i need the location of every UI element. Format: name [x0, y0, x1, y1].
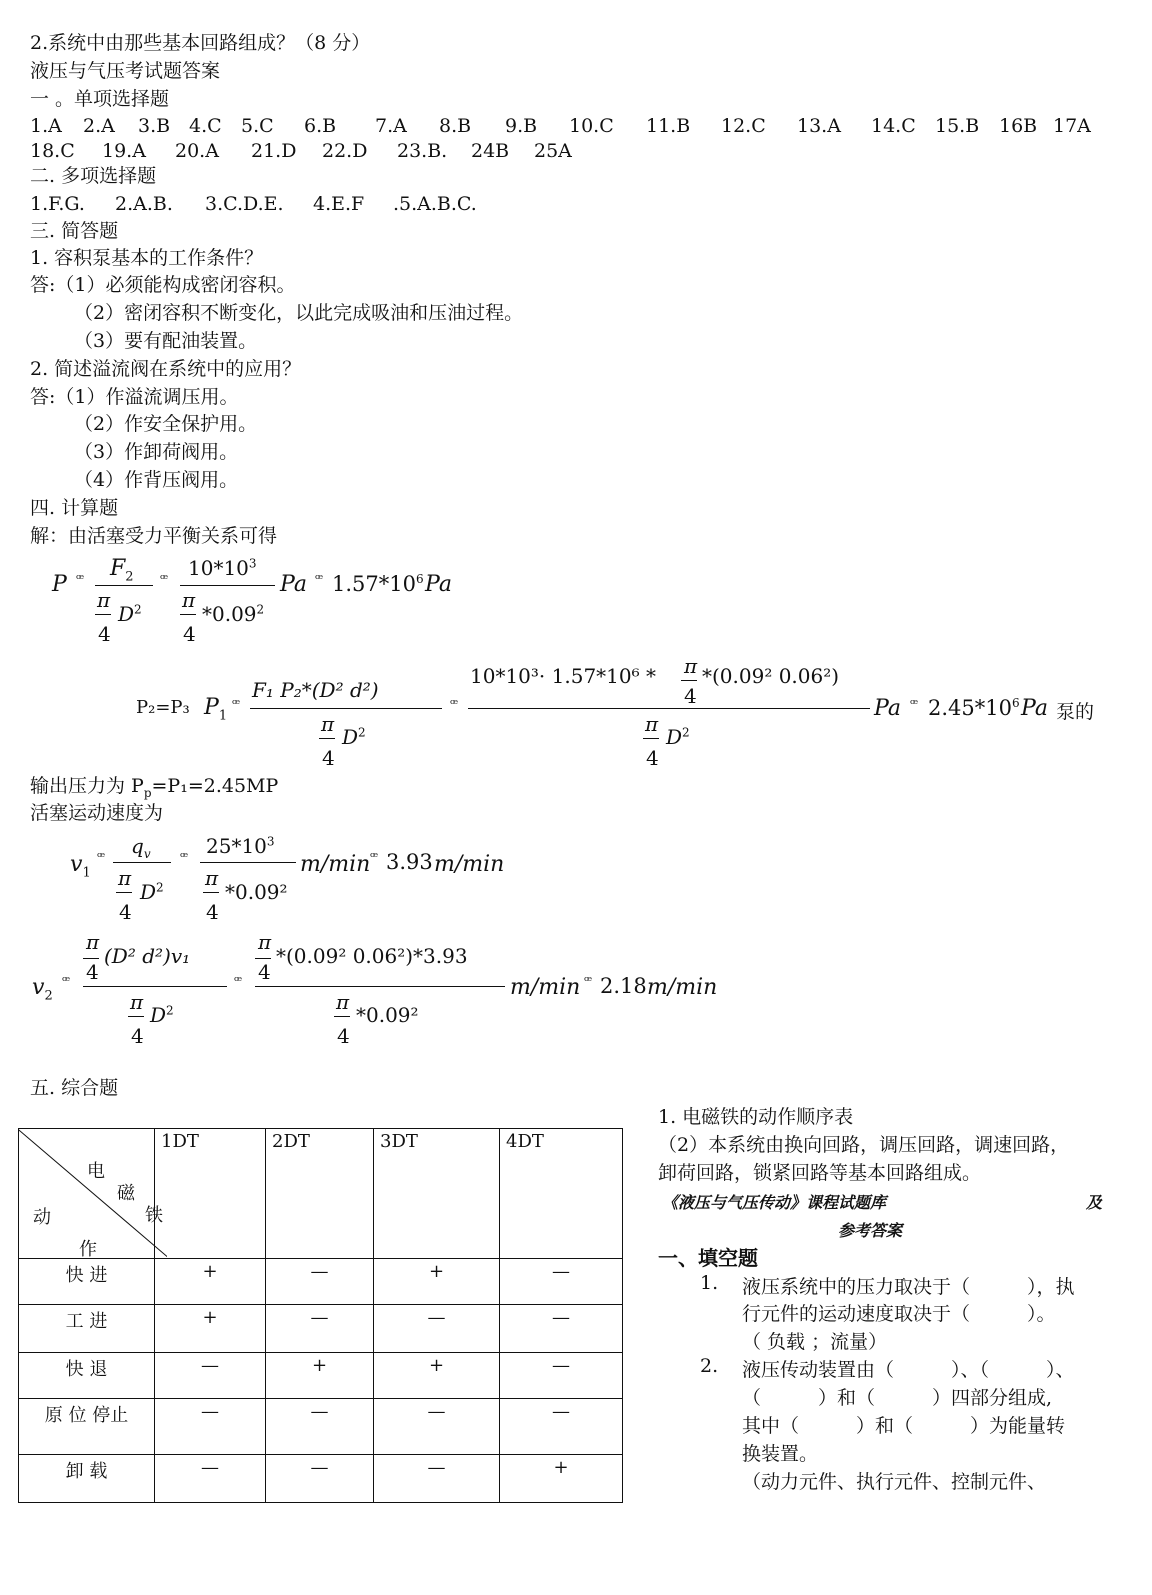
answer-item: 17A [1053, 115, 1091, 137]
textbook-subtitle: 参考答案 [838, 1221, 903, 1240]
velocity-intro: 活塞运动速度为 [30, 802, 164, 824]
table-row [19, 1455, 623, 1503]
answer-2-line-1: 答:（1）作溢流调压用。 [30, 386, 239, 408]
section-2-title: 二. 多项选择题 [30, 165, 157, 187]
answer-item: 3.C.D.E. [205, 193, 284, 215]
answer-item: 3.B [138, 115, 171, 137]
row-label: 快 退 [19, 1353, 155, 1399]
fill-1-number: 1. [700, 1272, 719, 1294]
header-3dt: 3DT [374, 1129, 500, 1259]
answer-item: 19.A [102, 140, 146, 162]
header-2dt: 2DT [266, 1129, 374, 1259]
answer-1-line-1: 答:（1）必须能构成密闭容积。 [30, 274, 296, 296]
answer-item: 11.B [646, 115, 691, 137]
table-corner-cell: 电 磁 铁 动 作 [19, 1129, 155, 1259]
answer-item: 9.B [505, 115, 538, 137]
row-cell: + [155, 1305, 266, 1353]
fill-2-line-2: （ ）和（ ）四部分组成, [742, 1387, 1053, 1409]
section-4-title: 四. 计算题 [30, 497, 119, 519]
header-4dt: 4DT [500, 1129, 623, 1259]
row-label: 快 进 [19, 1259, 155, 1305]
answer-2-line-3: （3）作卸荷阀用。 [74, 441, 239, 463]
textbook-title: 《液压与气压传动》课程试题库 [662, 1193, 887, 1212]
row-cell: — [155, 1353, 266, 1399]
section-1-title: 一 。单项选择题 [30, 88, 170, 110]
row-cell: — [266, 1399, 374, 1455]
short-question-2: 2. 简述溢流阀在系统中的应用？ [30, 358, 302, 380]
row-cell: + [155, 1259, 266, 1305]
row-cell: + [374, 1259, 500, 1305]
row-label: 原 位 停止 [19, 1399, 155, 1455]
answer-item: 14.C [871, 115, 916, 137]
short-question-1: 1. 容积泵基本的工作条件？ [30, 247, 264, 269]
mcq-answers-row-1 [30, 113, 1093, 139]
row-cell: — [266, 1305, 374, 1353]
row-cell: — [155, 1455, 266, 1503]
table-row [19, 1353, 623, 1399]
table-row [19, 1305, 623, 1353]
answer-item: 6.B [304, 115, 337, 137]
answer-item: 20.A [175, 140, 219, 162]
solution-intro: 解：由活塞受力平衡关系可得 [30, 525, 278, 547]
section-5-title: 五. 综合题 [30, 1077, 119, 1099]
circuit-answer-line-2: 卸荷回路，锁紧回路等基本回路组成。 [658, 1162, 982, 1184]
answer-item: 25A [534, 140, 572, 162]
mcq-answers-row-2 [30, 138, 574, 164]
answer-item: 12.C [721, 115, 766, 137]
answer-item: 10.C [569, 115, 614, 137]
section-3-title: 三. 简答题 [30, 220, 119, 242]
fill-2-line-3: 其中（ ）和（ ）为能量转 [742, 1415, 1066, 1437]
answer-item: 2.A [83, 115, 115, 137]
row-label: 卸 载 [19, 1455, 155, 1503]
solenoid-action-table [18, 1128, 623, 1503]
answer-2-line-2: （2）作安全保护用。 [74, 413, 258, 435]
answer-item: 24B [471, 140, 510, 162]
table-row [19, 1259, 623, 1305]
row-cell: — [500, 1399, 623, 1455]
row-cell: — [500, 1259, 623, 1305]
fill-2-answer: （动力元件、执行元件、控制元件、 [742, 1471, 1047, 1493]
row-cell: — [374, 1455, 500, 1503]
answer-item: 23.B. [397, 140, 448, 162]
answer-item: 8.B [439, 115, 472, 137]
row-cell: — [155, 1399, 266, 1455]
answer-title: 液压与气压考试题答案 [30, 60, 221, 82]
row-cell: — [374, 1305, 500, 1353]
answer-item: .5.A.B.C. [393, 193, 477, 215]
answer-item: 1.F.G. [30, 193, 85, 215]
answer-item: 5.C [241, 115, 274, 137]
fill-2-line-4: 换装置。 [742, 1443, 819, 1465]
answer-item: 15.B [935, 115, 980, 137]
row-cell: — [500, 1353, 623, 1399]
answer-1-line-2: （2）密闭容积不断变化，以此完成吸油和压油过程。 [74, 302, 524, 324]
answer-item: 16B [999, 115, 1038, 137]
answer-item: 18.C [30, 140, 75, 162]
table-caption: 1. 电磁铁的动作顺序表 [658, 1106, 854, 1128]
row-label: 工 进 [19, 1305, 155, 1353]
fill-2-line-1: 液压传动装置由（ ）、（ ）、 [742, 1359, 1075, 1381]
row-cell: + [500, 1455, 623, 1503]
row-cell: + [374, 1353, 500, 1399]
row-cell: — [266, 1455, 374, 1503]
circuit-answer-line-1: （2）本系统由换向回路，调压回路，调速回路， [658, 1134, 1070, 1156]
row-cell: — [500, 1305, 623, 1353]
answer-item: 4.E.F [313, 193, 365, 215]
fill-blank-title: 一、填空题 [658, 1246, 758, 1270]
fill-1-answer: （ 负载 ；流量） [742, 1331, 888, 1353]
answer-2-line-4: （4）作背压阀用。 [74, 469, 239, 491]
answer-1-line-3: （3）要有配油装置。 [74, 330, 258, 352]
textbook-title-and: 及 [1086, 1193, 1103, 1212]
row-cell: — [266, 1259, 374, 1305]
table-row [19, 1399, 623, 1455]
fill-1-line-2: 行元件的运动速度取决于（ ）。 [742, 1303, 1056, 1325]
answer-item: 21.D [251, 140, 297, 162]
question-2-title: 2.系统中由那些基本回路组成？（8 分） [30, 32, 371, 54]
answer-item: 22.D [322, 140, 368, 162]
row-cell: — [374, 1399, 500, 1455]
multi-choice-answers [30, 191, 483, 217]
answer-item: 4.C [189, 115, 222, 137]
output-pressure: 输出压力为 $P_p=P_1=2.45MP$ [30, 775, 279, 800]
answer-item: 13.A [797, 115, 841, 137]
header-1dt: 1DT [155, 1129, 266, 1259]
answer-item: 2.A.B. [115, 193, 173, 215]
fill-2-number: 2. [700, 1355, 719, 1377]
answer-item: 1.A [30, 115, 62, 137]
row-cell: + [266, 1353, 374, 1399]
answer-item: 7.A [375, 115, 407, 137]
fill-1-line-1: 液压系统中的压力取决于（ ），执 [742, 1276, 1075, 1298]
